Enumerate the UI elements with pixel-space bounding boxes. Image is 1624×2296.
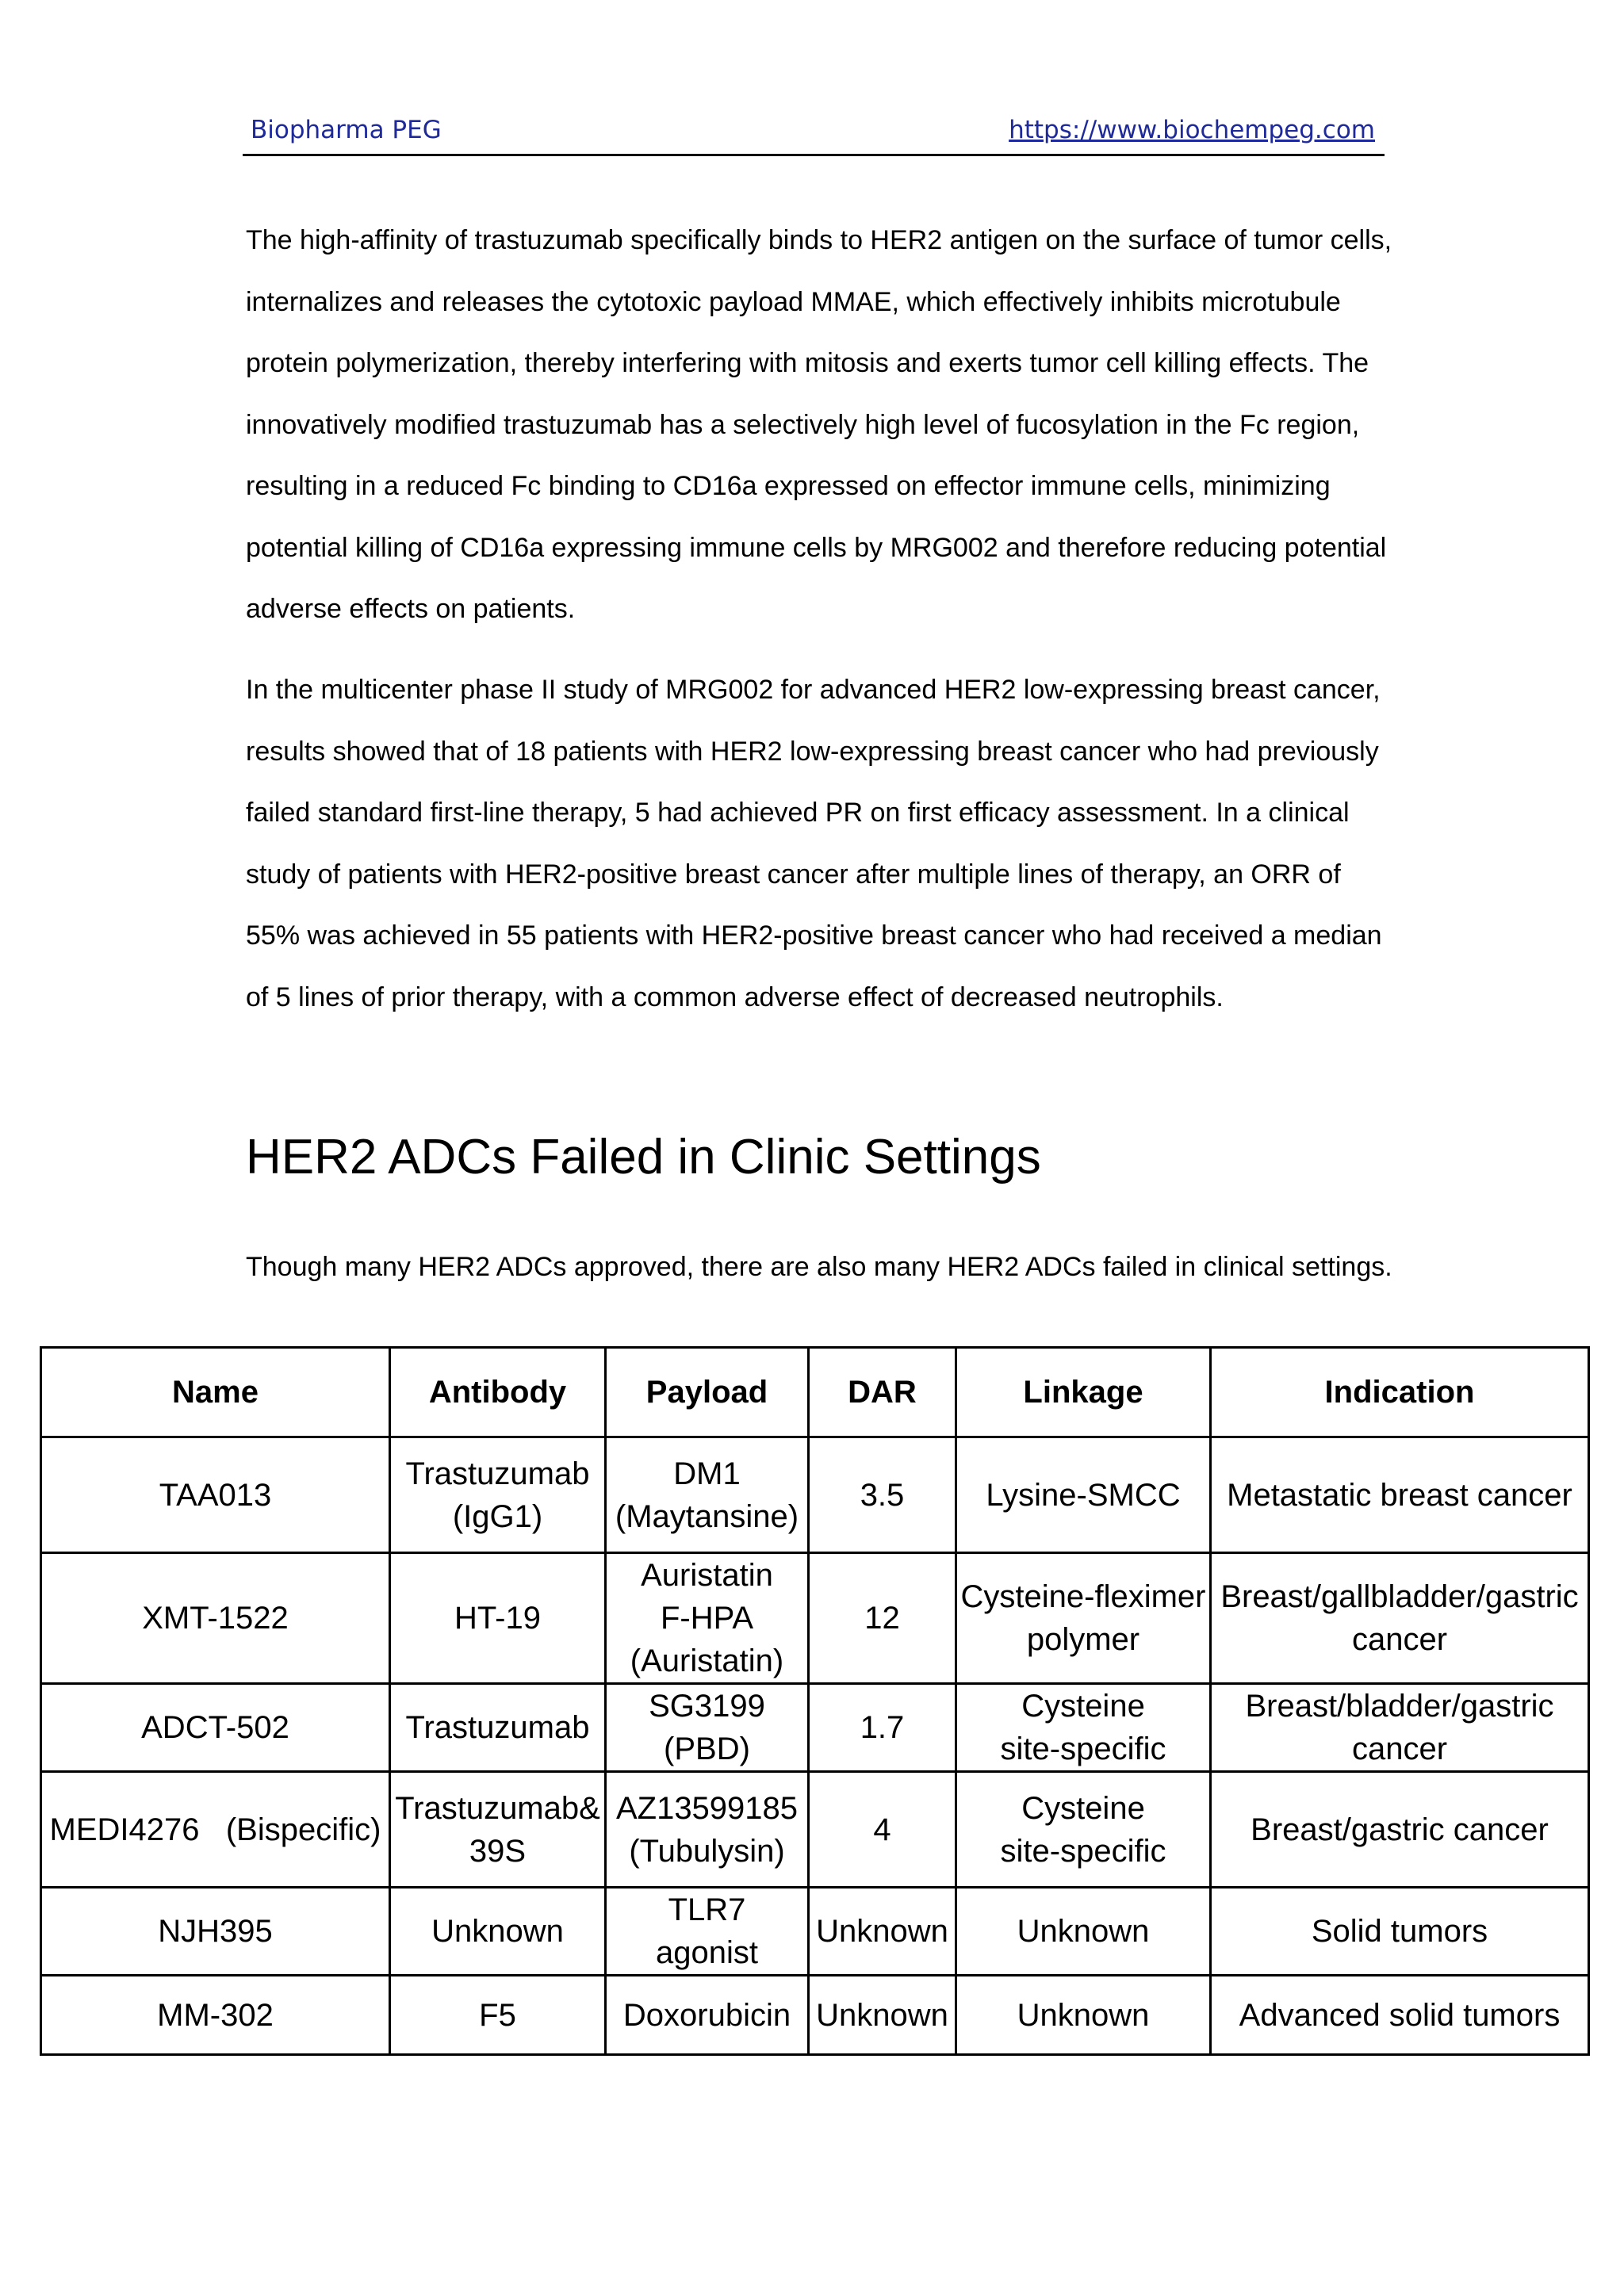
cell-dar: 3.5: [809, 1437, 956, 1553]
cell-line: (IgG1): [452, 1498, 543, 1534]
cell-line: cancer: [1351, 1732, 1448, 1766]
cell-dar: Unknown: [809, 1888, 956, 1976]
cell-line: F5: [479, 1997, 516, 2033]
table-row: [41, 1772, 1589, 1888]
cell-line: Doxorubicin: [622, 1997, 791, 2033]
cell-payload: [606, 1553, 809, 1684]
cell-indication: [1211, 1888, 1589, 1976]
cell-linkage: [956, 1976, 1211, 2055]
cell-line: (Auristatin): [630, 1644, 784, 1678]
paragraph-clinical-study: In the multicenter phase II study of MRG002 for advanced HER2 low-expressing breast cancer, results showed that of 18 patients with HER2 low-expressing breast cancer who had previously failed standard first-line therapy, 5 had achieved PR on first efficacy assessment. In a clinical study of patients with HER2-positive breast cancer after multiple lines of therapy, an ORR of 55% was achieved in 55 patients with HER2-positive breast cancer who had received a median of 5 lines of prior therapy, with a common adverse effect of decreased neutrophils.: [246, 675, 1382, 1012]
cell-payload: [606, 1976, 809, 2055]
page-header: [243, 116, 1385, 156]
her2-adc-table: [40, 1346, 1590, 2056]
cell-name: TAA013: [41, 1437, 390, 1553]
header-url-link[interactable]: https://www.biochempeg.com: [1009, 116, 1375, 144]
cell-line: polymer: [1026, 1622, 1140, 1657]
section-intro: Though many HER2 ADCs approved, there are also many HER2 ADCs failed in clinical settings.: [246, 1252, 1392, 1282]
cell-dar: 1.7: [809, 1684, 956, 1772]
cell-line: F-HPA: [660, 1601, 754, 1636]
col-header-indication: Indication: [1211, 1348, 1589, 1437]
cell-line: Lysine-SMCC: [986, 1477, 1181, 1513]
cell-line: (PBD): [664, 1732, 750, 1766]
cell-linkage: [956, 1553, 1211, 1684]
cell-dar: 12: [809, 1553, 956, 1684]
cell-line: Unknown: [431, 1914, 564, 1949]
cell-line: Metastatic breast cancer: [1227, 1477, 1572, 1513]
cell-line: TLR7: [668, 1892, 746, 1927]
cell-line: Trastuzumab: [405, 1456, 590, 1491]
cell-name: MM-302: [41, 1976, 390, 2055]
cell-line: Solid tumors: [1311, 1914, 1488, 1949]
cell-line: 39S: [469, 1833, 527, 1869]
cell-antibody: [390, 1976, 606, 2055]
cell-dar: Unknown: [809, 1976, 956, 2055]
col-header-dar: DAR: [809, 1348, 956, 1437]
cell-name: XMT-1522: [41, 1553, 390, 1684]
cell-line: Advanced solid tumors: [1239, 1997, 1561, 2033]
cell-line: Trastuzumab&: [395, 1790, 600, 1826]
header-brand: Biopharma PEG: [251, 116, 442, 144]
col-header-payload: Payload: [606, 1348, 809, 1437]
cell-linkage: [956, 1772, 1211, 1888]
cell-line: DM1: [673, 1456, 741, 1491]
cell-name-text: MEDI4276 (Bispecific): [49, 1812, 381, 1847]
cell-antibody: [390, 1553, 606, 1684]
cell-antibody: [390, 1684, 606, 1772]
cell-linkage: [956, 1684, 1211, 1772]
cell-antibody: [390, 1437, 606, 1553]
cell-payload: [606, 1684, 809, 1772]
cell-name: NJH395: [41, 1888, 390, 1976]
cell-name: ADCT-502: [41, 1684, 390, 1772]
cell-line: Auristatin: [641, 1558, 773, 1593]
col-header-antibody: Antibody: [390, 1348, 606, 1437]
cell-line: site-specific: [1000, 1833, 1166, 1869]
cell-line: Breast/gallbladder/gastric: [1220, 1579, 1579, 1614]
cell-indication: [1211, 1437, 1589, 1553]
table-row: [41, 1684, 1589, 1772]
cell-line: Cysteine: [1021, 1790, 1145, 1826]
table-header-row: [41, 1348, 1589, 1437]
cell-line: SG3199: [649, 1689, 765, 1724]
cell-line: Cysteine: [1021, 1689, 1145, 1724]
cell-payload: [606, 1772, 809, 1888]
cell-line: Breast/gastric cancer: [1251, 1812, 1549, 1847]
cell-line: Unknown: [1017, 1997, 1150, 2033]
col-header-linkage: Linkage: [956, 1348, 1211, 1437]
cell-indication: [1211, 1684, 1589, 1772]
cell-dar: 4: [809, 1772, 956, 1888]
cell-line: Trastuzumab: [405, 1710, 590, 1745]
table-row: [41, 1553, 1589, 1684]
col-header-name: Name: [41, 1348, 390, 1437]
cell-payload: [606, 1437, 809, 1553]
cell-linkage: [956, 1888, 1211, 1976]
cell-antibody: [390, 1772, 606, 1888]
table-row: [41, 1888, 1589, 1976]
cell-line: Unknown: [1017, 1914, 1150, 1949]
paragraph-mechanism: The high-affinity of trastuzumab specifically binds to HER2 antigen on the surface of tumor cells, internalizes and releases the cytotoxic payload MMAE, which effectively inhibits microtubule protein polymerization, thereby interfering with mitosis and exerts tumor cell killing effects. The innovatively modified trastuzumab has a selectively high level of fucosylation in the Fc region, resulting in a reduced Fc binding to CD16a expressed on effector immune cells, minimizing potential killing of CD16a expressing immune cells by MRG002 and therefore reducing potential adverse effects on patients.: [246, 225, 1392, 624]
cell-antibody: [390, 1888, 606, 1976]
cell-line: HT-19: [454, 1601, 541, 1636]
cell-line: Breast/bladder/gastric: [1245, 1689, 1554, 1724]
cell-line: (Maytansine): [615, 1498, 799, 1534]
cell-line: (Tubulysin): [629, 1833, 785, 1869]
cell-line: agonist: [656, 1935, 758, 1970]
cell-indication: [1211, 1976, 1589, 2055]
table-row: [41, 1437, 1589, 1553]
cell-indication: [1211, 1772, 1589, 1888]
cell-indication: [1211, 1553, 1589, 1684]
cell-line: AZ13599185: [615, 1790, 799, 1826]
cell-line: cancer: [1351, 1622, 1448, 1657]
table-row: [41, 1976, 1589, 2055]
cell-line: site-specific: [1000, 1732, 1166, 1766]
cell-payload: [606, 1888, 809, 1976]
section-title: HER2 ADCs Failed in Clinic Settings: [246, 1130, 1041, 1184]
cell-line: Cysteine-fleximer: [960, 1579, 1206, 1614]
cell-linkage: [956, 1437, 1211, 1553]
cell-name: [41, 1772, 390, 1888]
